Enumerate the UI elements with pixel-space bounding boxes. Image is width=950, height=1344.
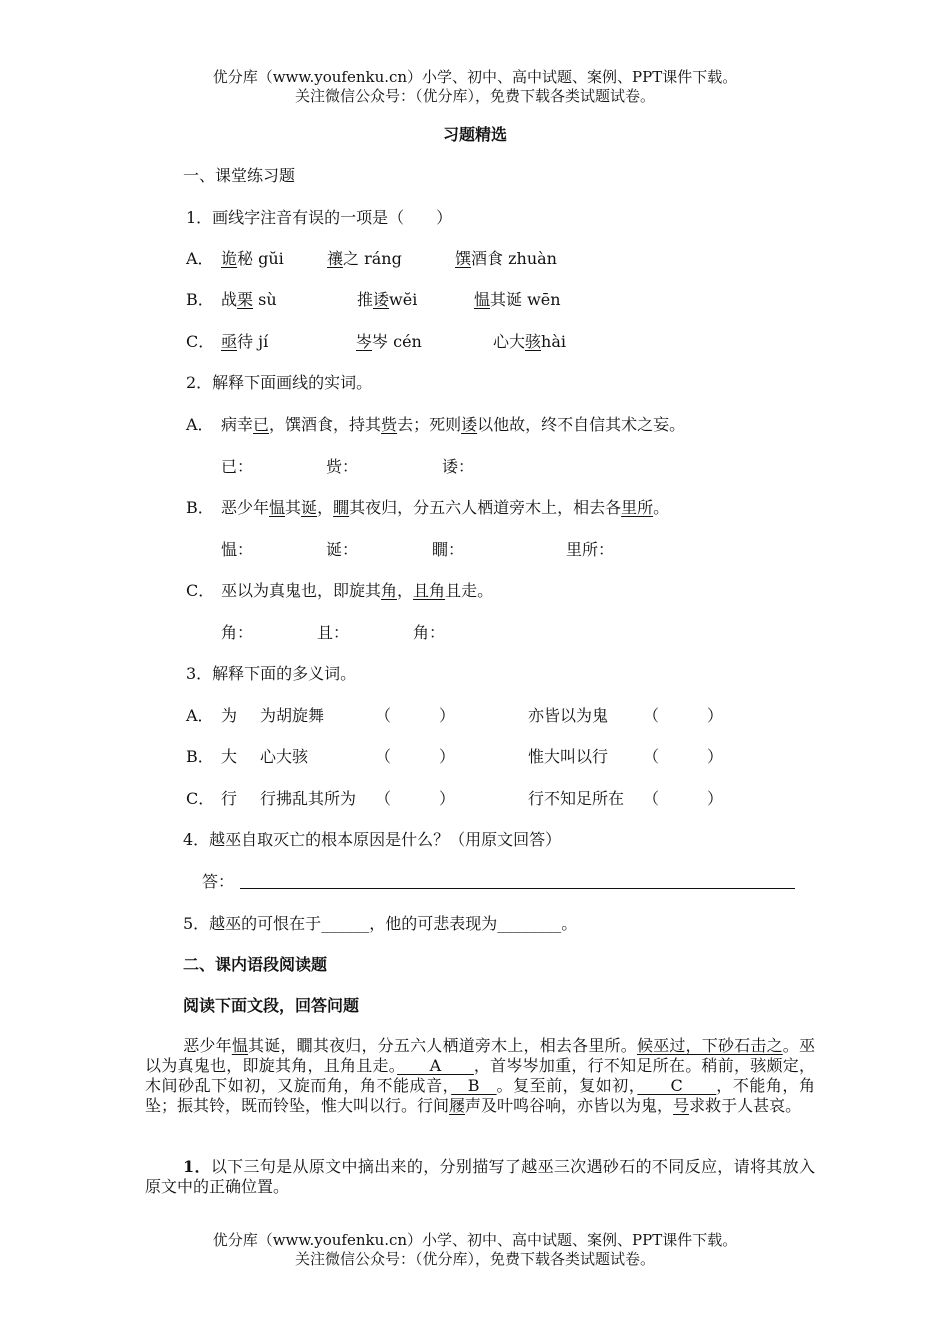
passage-blank-a[interactable]: A — [397, 1056, 474, 1075]
q1-option-b-word3: 愠其诞 wēn — [474, 290, 561, 309]
q2-option-a-sentence: 病幸已，馔酒食，持其赀去；死则诿以他故，终不自信其术之妄。 — [221, 415, 686, 434]
reading-question-1: 1．以下三句是从原文中摘出来的，分别描写了越巫三次遇砂石的不同反应，请将其放入原文中的正确位置。 — [145, 1157, 815, 1196]
q3-row-c-label: C． — [186, 789, 215, 808]
q1-option-c-word2: 岑岑 cén — [356, 332, 422, 351]
q2-a-answer-1: 已： — [221, 457, 254, 476]
q2-option-a-label: A． — [186, 415, 214, 434]
q3-row-c-word: 行 — [221, 789, 238, 808]
q3-row-a-paren2: （ ） — [643, 706, 724, 725]
q2-a-answer-2: 赀： — [326, 457, 359, 476]
q1-option-a-label: A． — [186, 249, 214, 268]
q3-row-b-paren2: （ ） — [643, 747, 724, 766]
q5-blank-2[interactable]: ________ — [497, 914, 562, 933]
q3-row-b-paren1: （ ） — [375, 747, 456, 766]
q3-row-a-label: A． — [186, 706, 214, 725]
q2-c-answer-3: 角： — [413, 623, 446, 642]
q3-row-a-sentence2: 亦皆以为鬼 — [528, 706, 609, 725]
page-header-line2: 关注微信公众号：（优分库），免费下载各类试题试卷。 — [294, 87, 655, 105]
page-title: 习题精选 — [442, 125, 507, 144]
q2-stem: 2．解释下面画线的实词。 — [186, 373, 373, 392]
q4-answer-label: 答： — [202, 872, 235, 891]
q2-option-b-sentence: 恶少年愠其诞，瞯其夜归，分五六人栖道旁木上，相去各里所。 — [221, 498, 670, 517]
q1-option-c-word1: 亟待 jí — [221, 332, 269, 351]
q4-stem: 4．越巫自取灭亡的根本原因是什么？（用原文回答） — [183, 830, 562, 849]
q5-stem: 5．越巫的可恨在于______，他的可悲表现为________。 — [183, 914, 578, 933]
q2-option-c-label: C． — [186, 581, 215, 600]
q2-b-answer-2: 诞： — [326, 540, 359, 559]
q2-c-answer-1: 角： — [221, 623, 254, 642]
q3-row-b-label: B． — [186, 747, 214, 766]
q1-option-a-word1: 诡秘 gŭi — [221, 249, 284, 268]
q2-b-answer-3: 瞯： — [432, 540, 465, 559]
q3-row-a-sentence1: 为胡旋舞 — [260, 706, 325, 725]
q3-row-b-sentence2: 惟大叫以行 — [528, 747, 609, 766]
q5-blank-1[interactable]: ______ — [321, 914, 370, 933]
reading-passage: 恶少年愠其诞，瞯其夜归，分五六人栖道旁木上，相去各里所。候巫过，下砂石击之。巫以为真鬼也，即旋其角，且角且走。 A ，首岑岑加重，行不知足所在。稍前，骇颇定，木间砂乱下如初，又旋而角，角不能成音， B 。复至前，复如初， C ，不能角，角坠；振其铃，既而铃坠，惟大叫以行。行间屦声及叶鸣谷响，亦皆以为鬼，号求救于人甚哀。 — [145, 1036, 815, 1115]
reading-instruction: 阅读下面文段，回答问题 — [183, 996, 360, 1015]
q3-row-c-sentence1: 行拂乱其所为 — [260, 789, 357, 808]
q1-option-b-word1: 战栗 sù — [221, 290, 277, 309]
page-footer-line1: 优分库（www.youfenku.cn）小学、初中、高中试题、案例、PPT课件下载。 — [212, 1231, 738, 1249]
section1-heading: 一、课堂练习题 — [183, 166, 296, 185]
q2-option-b-label: B． — [186, 498, 214, 517]
q1-option-c-label: C． — [186, 332, 215, 351]
q3-row-b-word: 大 — [221, 747, 238, 766]
q1-option-a-word3: 馔酒食 zhuàn — [455, 249, 557, 268]
q1-option-b-label: B． — [186, 290, 214, 309]
q3-row-c-sentence2: 行不知足所在 — [528, 789, 625, 808]
passage-blank-c[interactable]: C — [637, 1076, 717, 1095]
passage-blank-b[interactable]: B — [451, 1076, 497, 1095]
q2-option-c-sentence: 巫以为真鬼也，即旋其角，且角且走。 — [221, 581, 494, 600]
q3-row-a-word: 为 — [221, 706, 238, 725]
q3-row-b-sentence1: 心大骇 — [260, 747, 309, 766]
q4-answer-line[interactable] — [240, 888, 795, 889]
q3-row-c-paren1: （ ） — [375, 789, 456, 808]
q3-row-c-paren2: （ ） — [643, 789, 724, 808]
q2-a-answer-3: 诿： — [442, 457, 475, 476]
q3-stem: 3．解释下面的多义词。 — [186, 664, 357, 683]
page-header-line1: 优分库（www.youfenku.cn）小学、初中、高中试题、案例、PPT课件下载。 — [212, 68, 738, 86]
q3-row-a-paren1: （ ） — [375, 706, 456, 725]
q2-c-answer-2: 且： — [317, 623, 350, 642]
q1-option-c-word3: 心大骇hài — [493, 332, 566, 351]
q1-stem: 1．画线字注音有误的一项是（ ） — [186, 208, 453, 227]
page-footer-line2: 关注微信公众号：（优分库），免费下载各类试题试卷。 — [294, 1250, 655, 1268]
section2-heading: 二、课内语段阅读题 — [183, 955, 328, 974]
q1-option-b-word2: 推诿wĕi — [357, 290, 418, 309]
q1-option-a-word2: 禳之 ráng — [327, 249, 402, 268]
q2-b-answer-4: 里所： — [566, 540, 615, 559]
q2-b-answer-1: 愠： — [221, 540, 254, 559]
